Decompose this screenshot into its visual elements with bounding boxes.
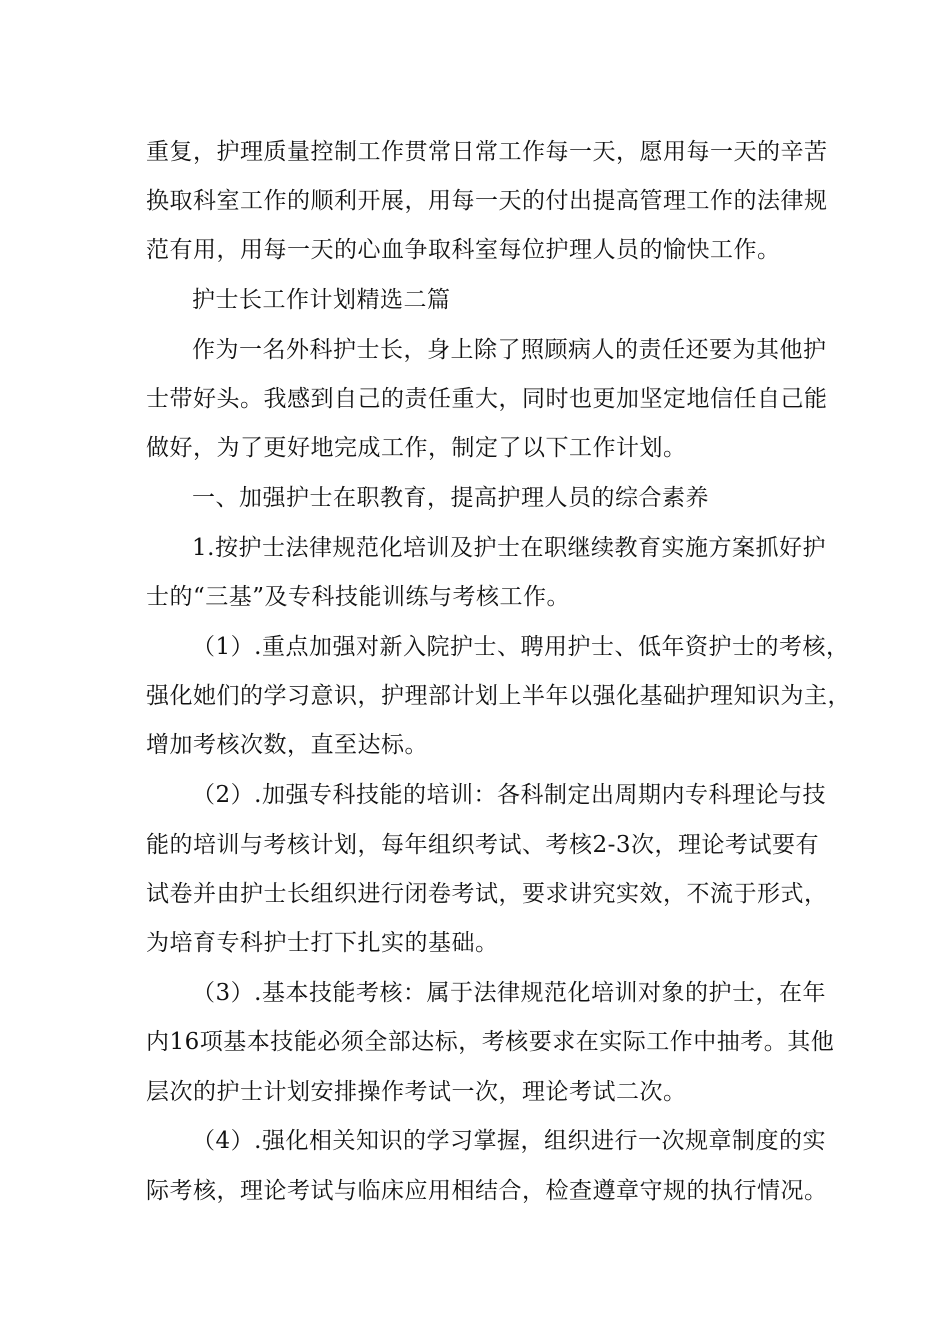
body-line: 范有用，用每一天的心血争取科室每位护理人员的愉快工作。 <box>146 237 781 263</box>
body-line: 换取科室工作的顺利开展，用每一天的付出提高管理工作的法律规 <box>146 188 828 214</box>
section-heading: 护士长工作计划精选二篇 <box>192 287 451 313</box>
body-line: 增加考核次数，直至达标。 <box>146 732 428 758</box>
body-line: 重复，护理质量控制工作贯常日常工作每一天，愿用每一天的辛苦 <box>146 139 828 165</box>
section-heading: 一、加强护士在职教育，提高护理人员的综合素养 <box>192 485 709 511</box>
body-line: 为培育专科护士打下扎实的基础。 <box>146 930 499 956</box>
body-line: （2）.加强专科技能的培训：各科制定出周期内专科理论与技 <box>192 782 826 808</box>
body-line: （3）.基本技能考核：属于法律规范化培训对象的护士，在年 <box>192 980 826 1006</box>
body-line: 士带好头。我感到自己的责任重大，同时也更加坚定地信任自己能 <box>146 386 828 412</box>
body-line: 士的“三基”及专科技能训练与考核工作。 <box>146 584 571 610</box>
body-line: 作为一名外科护士长，身上除了照顾病人的责任还要为其他护 <box>192 337 827 363</box>
body-line: （1）.重点加强对新入院护士、聘用护士、低年资护士的考核， <box>192 634 850 660</box>
body-line: 强化她们的学习意识，护理部计划上半年以强化基础护理知识为主， <box>146 683 851 709</box>
body-line: （4）.强化相关知识的学习掌握，组织进行一次规章制度的实 <box>192 1128 826 1154</box>
body-line: 能的培训与考核计划，每年组织考试、考核2-3次，理论考试要有 <box>146 832 820 858</box>
body-line: 际考核，理论考试与临床应用相结合，检查遵章守规的执行情况。 <box>146 1178 828 1204</box>
body-line: 1.按护士法律规范化培训及护士在职继续教育实施方案抓好护 <box>192 535 826 561</box>
body-line: 层次的护士计划安排操作考试一次，理论考试二次。 <box>146 1079 687 1105</box>
body-line: 做好，为了更好地完成工作，制定了以下工作计划。 <box>146 435 687 461</box>
body-line: 试卷并由护士长组织进行闭卷考试，要求讲究实效，不流于形式， <box>146 881 828 907</box>
body-line: 内16项基本技能必须全部达标，考核要求在实际工作中抽考。其他 <box>146 1029 835 1055</box>
